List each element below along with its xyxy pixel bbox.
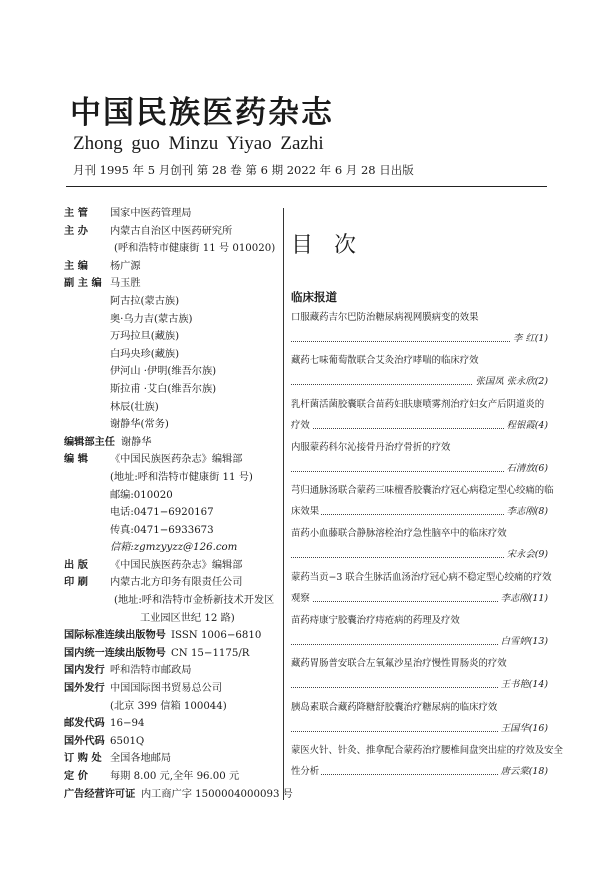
sponsor: 国家中医药管理局 xyxy=(110,208,192,219)
host-address: (呼和浩特市健康街 11 号 010020) xyxy=(114,243,276,255)
toc-entry-author-page: 李 红(1) xyxy=(510,330,548,347)
price: 每期 8.00 元,全年 96.00 元 xyxy=(110,771,240,782)
toc-entry-title-cont: 观察 xyxy=(291,590,312,607)
deputy-editor: 白玛央珍(藏族) xyxy=(110,348,180,360)
toc-entry[interactable] xyxy=(291,439,548,482)
toc-entry-title: 蒙医火针、针灸、推拿配合蒙药治疗腰椎间盘突出症的疗效及安全 xyxy=(291,744,563,756)
toc-entry-title-cont: 性分析 xyxy=(291,763,321,780)
deputy-editor: 马玉胜 xyxy=(110,278,141,290)
editing-label: 编 辑 xyxy=(64,453,88,466)
printer-address: (地址:呼和浩特市金桥新技术开发区 xyxy=(114,595,275,607)
editing-address: (地址:呼和浩特市健康街 11 号) xyxy=(110,471,253,483)
publisher: 《中国民族医药杂志》编辑部 xyxy=(110,559,243,571)
publisher-label: 出 版 xyxy=(64,558,88,571)
toc-entry-title: 胰岛素联合藏药降糖舒胶囊治疗糖尿病的临床疗效 xyxy=(291,701,498,713)
toc-entry-title: 芎归通脉汤联合蒙药三味檀香胶囊治疗冠心病稳定型心绞痛的临 xyxy=(291,485,554,497)
toc-entry-author-page: 唐云棠(18) xyxy=(498,763,548,780)
editing-office: 《中国民族医药杂志》编辑部 xyxy=(110,454,243,466)
dept-head-label: 编辑部主任 xyxy=(64,435,115,448)
masthead xyxy=(64,205,293,803)
subscribe-label: 订 购 处 xyxy=(64,752,102,765)
fax: 传真:0471−6933673 xyxy=(110,524,214,536)
toc-entry-title: 苗药小血藤联合静脉溶栓治疗急性脑卒中的临床疗效 xyxy=(291,528,507,540)
domestic-label: 国内发行 xyxy=(64,664,105,677)
toc-entry[interactable] xyxy=(291,655,548,698)
toc-entry-author-page: 王国华(16) xyxy=(498,720,548,737)
toc-entry[interactable] xyxy=(291,396,548,439)
toc-entry-title-cont: 床效果 xyxy=(291,503,321,520)
toc-list xyxy=(291,309,563,785)
toc-entry-title: 乳杆菌活菌胶囊联合苗药妇肤康喷雾剂治疗妇女产后阴道炎的 xyxy=(291,398,545,410)
foreign-distribution: 中国国际图书贸易总公司 xyxy=(110,683,223,695)
price-label: 定 价 xyxy=(64,770,88,782)
cn-number: CN 15−1175/R xyxy=(171,647,250,659)
domestic-distribution: 呼和浩特市邮政局 xyxy=(110,665,192,677)
toc-entry-title: 内服蒙药科尔沁接骨丹治疗骨折的疗效 xyxy=(291,441,451,453)
issn: ISSN 1006−6810 xyxy=(171,630,262,642)
postal-code: 16−94 xyxy=(110,718,145,730)
deputy-editor: 伊河山 ·伊明(维吾尔族) xyxy=(110,366,217,378)
toc-entry-author-page: 王书艳(14) xyxy=(498,676,548,693)
issn-label: 国际标准连续出版物号 xyxy=(64,629,166,642)
editor-label: 主 编 xyxy=(64,259,88,272)
ad-license: 内工商广字 1500004000093 号 xyxy=(141,788,293,800)
foreign-code: 6501Q xyxy=(110,735,145,747)
toc-entry-title: 蒙药当贡−3 联合生脉活血汤治疗冠心病不稳定型心绞痛的疗效 xyxy=(291,571,552,583)
column-divider xyxy=(283,208,284,800)
toc-entry-author-page: 李志刚(11) xyxy=(498,590,548,607)
toc-entry-author-page: 石清放(6) xyxy=(504,460,548,477)
subscribe: 全国各地邮局 xyxy=(110,753,172,765)
editor: 杨广源 xyxy=(110,260,141,272)
toc-entry[interactable] xyxy=(291,525,548,568)
toc-entry[interactable] xyxy=(291,742,563,785)
host: 内蒙古自治区中医药研究所 xyxy=(110,225,233,237)
toc-entry-author-page: 白雪婷(13) xyxy=(498,633,548,650)
printer: 内蒙古北方印务有限责任公司 xyxy=(110,577,243,589)
journal-title-pinyin: Zhong guo Minzu Yiyao Zazhi xyxy=(73,133,324,154)
deputy-editor: 奥·乌力吉(蒙古族) xyxy=(110,313,193,325)
toc-entry[interactable] xyxy=(291,699,548,742)
toc-entry[interactable] xyxy=(291,569,552,612)
ad-license-label: 广告经营许可证 xyxy=(64,787,136,800)
printer-label: 印 刷 xyxy=(64,576,88,589)
header-divider xyxy=(66,186,547,187)
toc-entry-title: 口服藏药吉尔巴防治糖尿病视网膜病变的效果 xyxy=(291,312,479,323)
toc-entry[interactable] xyxy=(291,309,548,352)
deputy-label: 副 主 编 xyxy=(64,277,102,290)
printer-address: 工业园区世纪 12 路) xyxy=(140,612,235,624)
toc-entry[interactable] xyxy=(291,612,548,655)
toc-section-title: 临床报道 xyxy=(291,290,337,304)
toc-entry-title: 藏药七味葡萄散联合艾灸治疗哮喘的临床疗效 xyxy=(291,355,479,367)
email: 信箱:zgmzyyzz@126.com xyxy=(110,542,238,554)
deputy-editor: 斯拉甫 ·艾白(维吾尔族) xyxy=(110,383,217,395)
toc-entry-author-page: 张国凤 张永欣(2) xyxy=(472,373,548,390)
toc-heading: 目 次 xyxy=(291,233,363,258)
toc-entry-title: 苗药痔康宁胶囊治疗痔疮病的药理及疗效 xyxy=(291,615,460,627)
sponsor-label: 主 管 xyxy=(64,207,88,219)
toc-entry-title: 藏药胃肠普安联合左氧氟沙星治疗慢性胃肠炎的疗效 xyxy=(291,658,507,670)
deputy-editor: 万玛拉旦(藏族) xyxy=(110,331,180,343)
foreign-code-label: 国外代码 xyxy=(64,734,105,747)
dept-head: 谢静华 xyxy=(121,436,152,448)
toc-entry-title-cont: 疗效 xyxy=(291,417,312,434)
foreign-label: 国外发行 xyxy=(64,682,105,695)
postcode: 邮编:010020 xyxy=(110,489,173,501)
host-label: 主 办 xyxy=(64,224,88,237)
deputy-editor: 谢静华(常务) xyxy=(110,419,169,431)
foreign-address: (北京 399 信箱 100044) xyxy=(110,700,227,712)
cn-label: 国内统一连续出版物号 xyxy=(64,646,166,659)
deputy-editor: 阿古拉(蒙古族) xyxy=(110,295,180,307)
toc-entry-author-page: 李志刚(8) xyxy=(504,503,548,520)
phone: 电话:0471−6920167 xyxy=(110,507,214,519)
postal-code-label: 邮发代码 xyxy=(64,717,105,730)
journal-title: 中国民族医药杂志 xyxy=(70,95,334,131)
toc-entry[interactable] xyxy=(291,352,548,395)
issue-info: 月刊 1995 年 5 月创刊 第 28 卷 第 6 期 2022 年 6 月 28 日出版 xyxy=(73,163,414,177)
deputy-editor: 林辰(壮族) xyxy=(110,401,159,413)
toc-entry-author-page: 程银霞(4) xyxy=(504,417,548,434)
toc-entry[interactable] xyxy=(291,482,554,525)
toc-entry-author-page: 宋永会(9) xyxy=(504,546,548,563)
